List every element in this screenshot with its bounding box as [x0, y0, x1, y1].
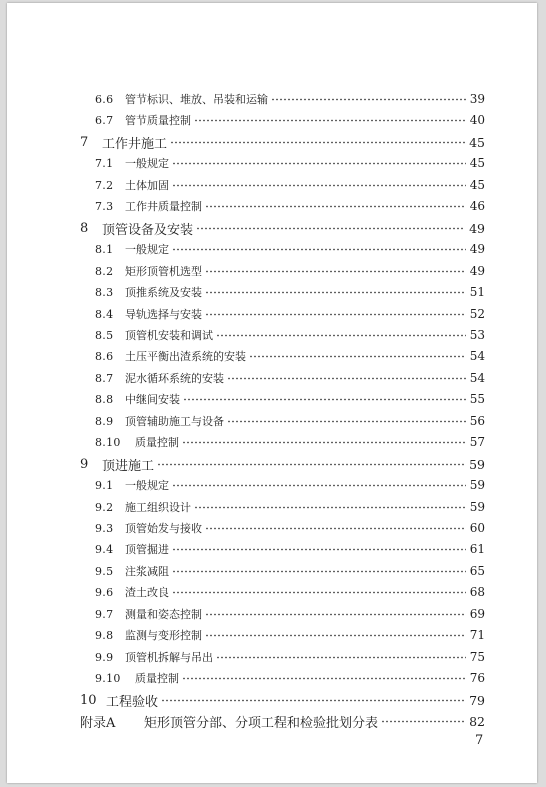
- toc-entry: [7, 346, 537, 366]
- toc-entry: [7, 561, 537, 581]
- toc-dot-leader: [194, 497, 466, 517]
- toc-section-number: 7.3: [95, 199, 114, 213]
- toc-section-number: 9.4: [95, 542, 114, 556]
- toc-section-number: 8.10: [95, 435, 121, 449]
- document-page: [7, 3, 537, 783]
- toc-dot-leader: [381, 711, 465, 731]
- toc-section-title: 顶管设备及安装: [102, 222, 194, 238]
- toc-section-title: 监测与变形控制: [125, 629, 202, 642]
- toc-section-title: 顶管掘进: [125, 543, 169, 556]
- toc-section-number: 9.1: [95, 478, 114, 492]
- toc-section-title: 土体加固: [125, 179, 169, 192]
- toc-section-number: 6.6: [95, 92, 114, 106]
- toc-section-title: 质量控制: [135, 436, 179, 449]
- toc-page-number: 46: [469, 199, 485, 213]
- toc-page-number: 45: [469, 178, 485, 192]
- toc-section-title: 管节标识、堆放、吊装和运输: [125, 93, 268, 106]
- toc-dot-leader: [249, 346, 466, 366]
- toc-dot-leader: [205, 304, 466, 324]
- toc-section-number: 9.3: [95, 521, 114, 535]
- toc-section-title: 导轨选择与安装: [125, 308, 202, 321]
- toc-section-number: 6.7: [95, 113, 114, 127]
- toc-section-number: 8.9: [95, 414, 114, 428]
- toc-entry: [7, 690, 537, 710]
- toc-entry: [7, 218, 537, 238]
- toc-dot-leader: [182, 668, 466, 688]
- toc-entry: [7, 411, 537, 431]
- toc-section-title: 顶进施工: [102, 458, 155, 474]
- toc-section-title: 顶管机拆解与吊出: [125, 651, 213, 664]
- toc-dot-leader: [183, 389, 466, 409]
- toc-dot-leader: [227, 368, 466, 388]
- toc-section-title: 矩形顶管机选型: [125, 265, 202, 278]
- toc-page-number: 55: [469, 392, 485, 406]
- toc-section-number: 9.7: [95, 607, 114, 621]
- toc-section-number: 9.8: [95, 628, 114, 642]
- toc-page-number: 61: [469, 542, 485, 556]
- toc-page-number: 56: [469, 414, 485, 428]
- toc-entry: [7, 711, 537, 731]
- toc-dot-leader: [172, 153, 466, 173]
- toc-dot-leader: [196, 218, 465, 238]
- toc-dot-leader: [205, 282, 466, 302]
- toc-entry: [7, 153, 537, 173]
- toc-entry: [7, 368, 537, 388]
- toc-section-title: 施工组织设计: [125, 501, 191, 514]
- toc-section-title: 渣土改良: [125, 586, 169, 599]
- toc-dot-leader: [172, 582, 466, 602]
- toc-page-number: 52: [469, 307, 485, 321]
- toc-section-title: 注浆减阻: [125, 565, 169, 578]
- toc-section-title: 顶管机安装和调试: [125, 329, 213, 342]
- toc-section-number: 8.6: [95, 349, 114, 363]
- toc-entry: [7, 325, 537, 345]
- toc-dot-leader: [205, 625, 466, 645]
- toc-section-title: 管节质量控制: [125, 114, 191, 127]
- toc-page-number: 45: [469, 134, 485, 150]
- toc-dot-leader: [172, 475, 466, 495]
- toc-dot-leader: [227, 411, 466, 431]
- toc-dot-leader: [205, 196, 466, 216]
- toc-entry: [7, 539, 537, 559]
- toc-page-number: 40: [469, 113, 485, 127]
- toc-page-number: 39: [469, 92, 485, 106]
- toc-dot-leader: [170, 132, 465, 152]
- toc-page-number: 76: [469, 671, 485, 685]
- toc-dot-leader: [205, 261, 466, 281]
- toc-section-title: 质量控制: [135, 672, 179, 685]
- table-of-contents: [7, 3, 537, 783]
- toc-page-number: 53: [469, 328, 485, 342]
- toc-dot-leader: [216, 325, 466, 345]
- toc-entry: [7, 625, 537, 645]
- toc-section-number: 9: [80, 456, 89, 472]
- toc-section-number: 8.2: [95, 264, 114, 278]
- toc-dot-leader: [172, 175, 466, 195]
- toc-page-number: 49: [469, 220, 485, 236]
- toc-entry: [7, 497, 537, 517]
- toc-page-number: 49: [469, 242, 485, 256]
- toc-section-title: 工作井质量控制: [125, 200, 202, 213]
- toc-page-number: 68: [469, 585, 485, 599]
- toc-section-title: 测量和姿态控制: [125, 608, 202, 621]
- toc-entry: [7, 261, 537, 281]
- toc-section-number: 9.6: [95, 585, 114, 599]
- toc-page-number: 60: [469, 521, 485, 535]
- toc-section-title: 顶推系统及安装: [125, 286, 202, 299]
- toc-section-number: 8.8: [95, 392, 114, 406]
- toc-page-number: 49: [469, 264, 485, 278]
- toc-page-number: 82: [469, 713, 485, 729]
- toc-section-number: 7.1: [95, 156, 114, 170]
- toc-entry: [7, 582, 537, 602]
- toc-entry: [7, 175, 537, 195]
- toc-dot-leader: [205, 604, 466, 624]
- toc-section-number: 附录A: [80, 715, 116, 731]
- toc-section-number: 8.7: [95, 371, 114, 385]
- toc-section-title: 顶管辅助施工与设备: [125, 415, 224, 428]
- toc-entry: [7, 454, 537, 474]
- toc-section-number: 8.1: [95, 242, 114, 256]
- toc-entry: [7, 389, 537, 409]
- toc-section-number: 9.2: [95, 500, 114, 514]
- toc-section-number: 7: [80, 134, 89, 150]
- toc-entry: [7, 110, 537, 130]
- toc-page-number: 59: [469, 478, 485, 492]
- toc-section-title: 顶管始发与接收: [125, 522, 202, 535]
- toc-section-number: 9.5: [95, 564, 114, 578]
- toc-entry: [7, 132, 537, 152]
- toc-dot-leader: [271, 89, 466, 109]
- toc-entry: [7, 668, 537, 688]
- toc-page-number: 75: [469, 650, 485, 664]
- toc-dot-leader: [216, 647, 466, 667]
- toc-section-title: 一般规定: [125, 243, 169, 256]
- toc-page-number: 71: [469, 628, 485, 642]
- toc-section-title: 一般规定: [125, 479, 169, 492]
- page-number: 7: [475, 733, 484, 748]
- toc-page-number: 79: [469, 692, 485, 708]
- toc-section-title: 土压平衡出渣系统的安装: [125, 350, 246, 363]
- toc-entry: [7, 282, 537, 302]
- toc-section-number: 8.4: [95, 307, 114, 321]
- toc-page-number: 45: [469, 156, 485, 170]
- toc-dot-leader: [194, 110, 466, 130]
- toc-section-number: 9.10: [95, 671, 121, 685]
- toc-entry: [7, 475, 537, 495]
- toc-page-number: 65: [469, 564, 485, 578]
- toc-dot-leader: [157, 454, 465, 474]
- toc-entry: [7, 432, 537, 452]
- toc-section-number: 8: [80, 220, 89, 236]
- toc-section-title: 中继间安装: [125, 393, 180, 406]
- toc-dot-leader: [205, 518, 466, 538]
- toc-entry: [7, 604, 537, 624]
- toc-entry: [7, 196, 537, 216]
- toc-dot-leader: [172, 539, 466, 559]
- toc-section-title: 矩形顶管分部、分项工程和检验批划分表: [144, 715, 379, 731]
- toc-page-number: 59: [469, 456, 485, 472]
- toc-page-number: 54: [469, 349, 485, 363]
- toc-section-number: 9.9: [95, 650, 114, 664]
- toc-section-number: 8.5: [95, 328, 114, 342]
- toc-entry: [7, 304, 537, 324]
- toc-section-title: 工作井施工: [102, 136, 168, 152]
- toc-page-number: 59: [469, 500, 485, 514]
- toc-section-number: 10: [80, 692, 97, 708]
- toc-section-number: 7.2: [95, 178, 114, 192]
- toc-dot-leader: [182, 432, 466, 452]
- toc-page-number: 57: [469, 435, 485, 449]
- toc-entry: [7, 518, 537, 538]
- toc-section-number: 8.3: [95, 285, 114, 299]
- toc-dot-leader: [172, 561, 466, 581]
- toc-section-title: 泥水循环系统的安装: [125, 372, 224, 385]
- toc-page-number: 51: [469, 285, 485, 299]
- toc-page-number: 54: [469, 371, 485, 385]
- toc-page-number: 69: [469, 607, 485, 621]
- toc-entry: [7, 239, 537, 259]
- toc-dot-leader: [161, 690, 465, 710]
- toc-entry: [7, 89, 537, 109]
- toc-section-title: 工程验收: [106, 694, 159, 710]
- toc-section-title: 一般规定: [125, 157, 169, 170]
- toc-dot-leader: [172, 239, 466, 259]
- toc-entry: [7, 647, 537, 667]
